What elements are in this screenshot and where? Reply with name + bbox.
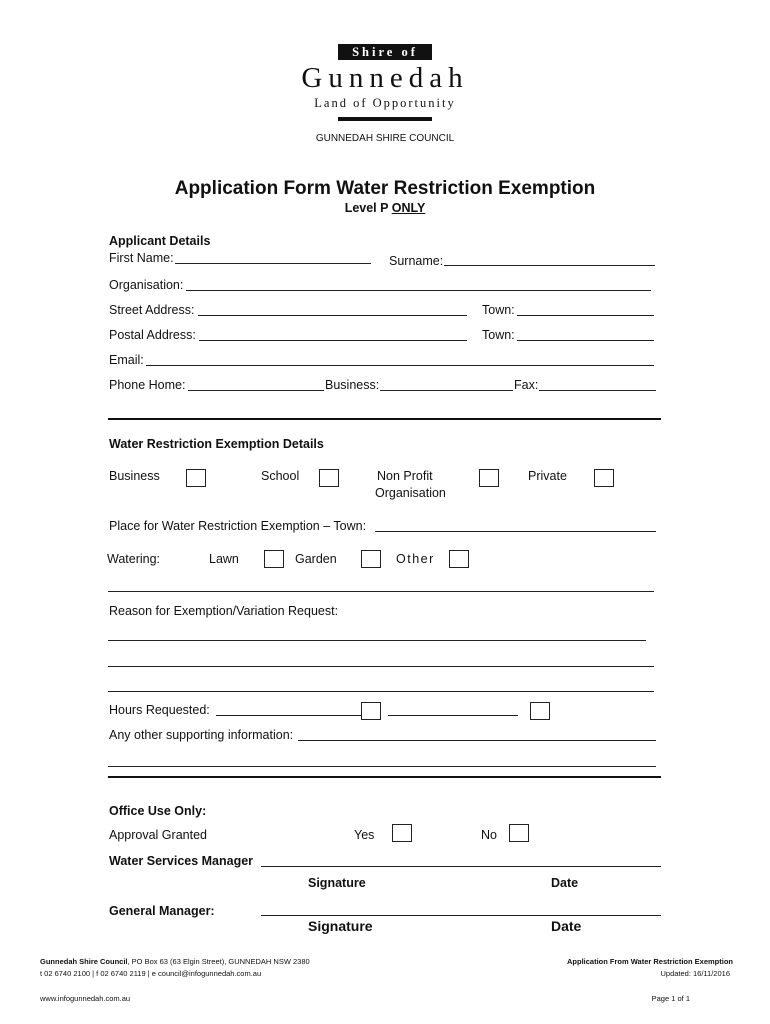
approval-no-checkbox[interactable] bbox=[509, 824, 529, 842]
form-subtitle bbox=[60, 201, 710, 216]
footer-contact bbox=[40, 969, 261, 979]
watering-other-line[interactable] bbox=[108, 591, 654, 592]
other-checkbox[interactable] bbox=[449, 550, 469, 568]
lawn-label: Lawn bbox=[209, 552, 239, 566]
hours-field-2[interactable] bbox=[388, 715, 518, 716]
footer-contact-text: t 02 6740 2100 | f 02 6740 2119 | e bbox=[40, 969, 159, 978]
council-name: GUNNEDAH SHIRE COUNCIL bbox=[315, 133, 455, 144]
reason-line-2[interactable] bbox=[108, 666, 654, 667]
signature-caption-1: Signature bbox=[308, 876, 366, 890]
footer-website bbox=[40, 994, 130, 1004]
type-nonprofit-label: Non Profit bbox=[377, 469, 433, 483]
footer-address-text: , PO Box 63 (63 Elgin Street), GUNNEDAH NSW 2380 bbox=[127, 957, 310, 966]
type-private-label: Private bbox=[528, 469, 567, 483]
reason-line-1[interactable] bbox=[108, 640, 646, 641]
logo-name: Gunnedah bbox=[301, 62, 469, 94]
hours-field-1[interactable] bbox=[216, 715, 361, 716]
logo-tagline: Land of Opportunity bbox=[314, 96, 456, 110]
email-label: Email: bbox=[109, 353, 144, 367]
supporting-field[interactable] bbox=[298, 740, 656, 741]
postal-address-label: Postal Address: bbox=[109, 328, 196, 342]
business-phone-label: Business: bbox=[325, 378, 380, 392]
type-school-checkbox[interactable] bbox=[319, 469, 339, 487]
reason-line-3[interactable] bbox=[108, 691, 654, 692]
garden-label: Garden bbox=[295, 552, 337, 566]
logo-bar bbox=[338, 117, 432, 121]
other-label: Other bbox=[396, 552, 435, 566]
hours-checkbox-1[interactable] bbox=[361, 702, 381, 720]
organisation-field[interactable] bbox=[186, 290, 651, 291]
first-name-label: First Name: bbox=[109, 251, 174, 265]
organisation-label: Organisation: bbox=[109, 278, 184, 292]
section-divider-2 bbox=[108, 776, 661, 778]
subtitle-prefix: Level P bbox=[344, 201, 392, 215]
water-manager-label: Water Services Manager bbox=[109, 854, 254, 868]
supporting-line-2[interactable] bbox=[108, 766, 656, 767]
type-private-checkbox[interactable] bbox=[594, 469, 614, 487]
watering-label: Watering: bbox=[107, 552, 161, 566]
supporting-label: Any other supporting information: bbox=[109, 728, 294, 742]
approval-no-label: No bbox=[481, 828, 497, 842]
street-address-field[interactable] bbox=[198, 315, 467, 316]
footer-website-link[interactable]: www.infogunnedah.com.au bbox=[40, 994, 131, 1003]
business-phone-field[interactable] bbox=[380, 390, 513, 391]
reason-label: Reason for Exemption/Variation Request: bbox=[109, 604, 339, 618]
phone-home-field[interactable] bbox=[188, 390, 324, 391]
general-manager-signature-line[interactable] bbox=[261, 915, 661, 916]
general-manager-label: General Manager: bbox=[109, 904, 215, 918]
town-label-2: Town: bbox=[482, 328, 515, 342]
approval-label: Approval Granted bbox=[109, 828, 207, 842]
date-caption-1: Date bbox=[551, 876, 579, 890]
approval-yes-checkbox[interactable] bbox=[392, 824, 412, 842]
section-divider-1 bbox=[108, 418, 661, 420]
town-field-2[interactable] bbox=[517, 340, 654, 341]
date-caption-2: Date bbox=[551, 918, 582, 934]
footer-email-link[interactable]: council@infogunnedah.com.au bbox=[158, 969, 262, 978]
form-title: Application Form Water Restriction Exemption bbox=[174, 178, 596, 199]
email-field[interactable] bbox=[146, 365, 654, 366]
phone-home-label: Phone Home: bbox=[109, 378, 186, 392]
type-nonprofit-label-2: Organisation bbox=[375, 486, 446, 500]
hours-checkbox-2[interactable] bbox=[530, 702, 550, 720]
hours-label: Hours Requested: bbox=[109, 703, 210, 717]
footer-page: Page 1 of 1 bbox=[651, 994, 690, 1003]
subtitle-emphasis: ONLY bbox=[391, 201, 426, 215]
town-label-1: Town: bbox=[482, 303, 515, 317]
exemption-heading: Water Restriction Exemption Details bbox=[109, 437, 324, 451]
type-school-label: School bbox=[261, 469, 300, 483]
fax-label: Fax: bbox=[514, 378, 539, 392]
fax-field[interactable] bbox=[539, 390, 656, 391]
footer-address bbox=[40, 957, 310, 967]
place-field[interactable] bbox=[375, 531, 656, 532]
water-manager-signature-line[interactable] bbox=[261, 866, 661, 867]
garden-checkbox[interactable] bbox=[361, 550, 381, 568]
first-name-field[interactable] bbox=[175, 263, 371, 264]
lawn-checkbox[interactable] bbox=[264, 550, 284, 568]
approval-yes-label: Yes bbox=[354, 828, 375, 842]
surname-field[interactable] bbox=[444, 265, 655, 266]
type-business-label: Business bbox=[109, 469, 160, 483]
type-business-checkbox[interactable] bbox=[186, 469, 206, 487]
logo-banner: Shire of bbox=[338, 44, 432, 60]
office-heading: Office Use Only: bbox=[109, 804, 207, 818]
applicant-heading: Applicant Details bbox=[109, 234, 211, 248]
footer-org: Gunnedah Shire Council bbox=[40, 957, 128, 966]
footer-updated: Updated: 16/11/2016 bbox=[660, 969, 730, 978]
street-address-label: Street Address: bbox=[109, 303, 195, 317]
town-field-1[interactable] bbox=[517, 315, 654, 316]
signature-caption-2: Signature bbox=[308, 918, 373, 934]
type-nonprofit-checkbox[interactable] bbox=[479, 469, 499, 487]
footer-doc-title: Application From Water Restriction Exemption bbox=[567, 957, 733, 966]
place-label: Place for Water Restriction Exemption – Town: bbox=[109, 519, 367, 533]
surname-label: Surname: bbox=[389, 254, 444, 268]
postal-address-field[interactable] bbox=[199, 340, 467, 341]
